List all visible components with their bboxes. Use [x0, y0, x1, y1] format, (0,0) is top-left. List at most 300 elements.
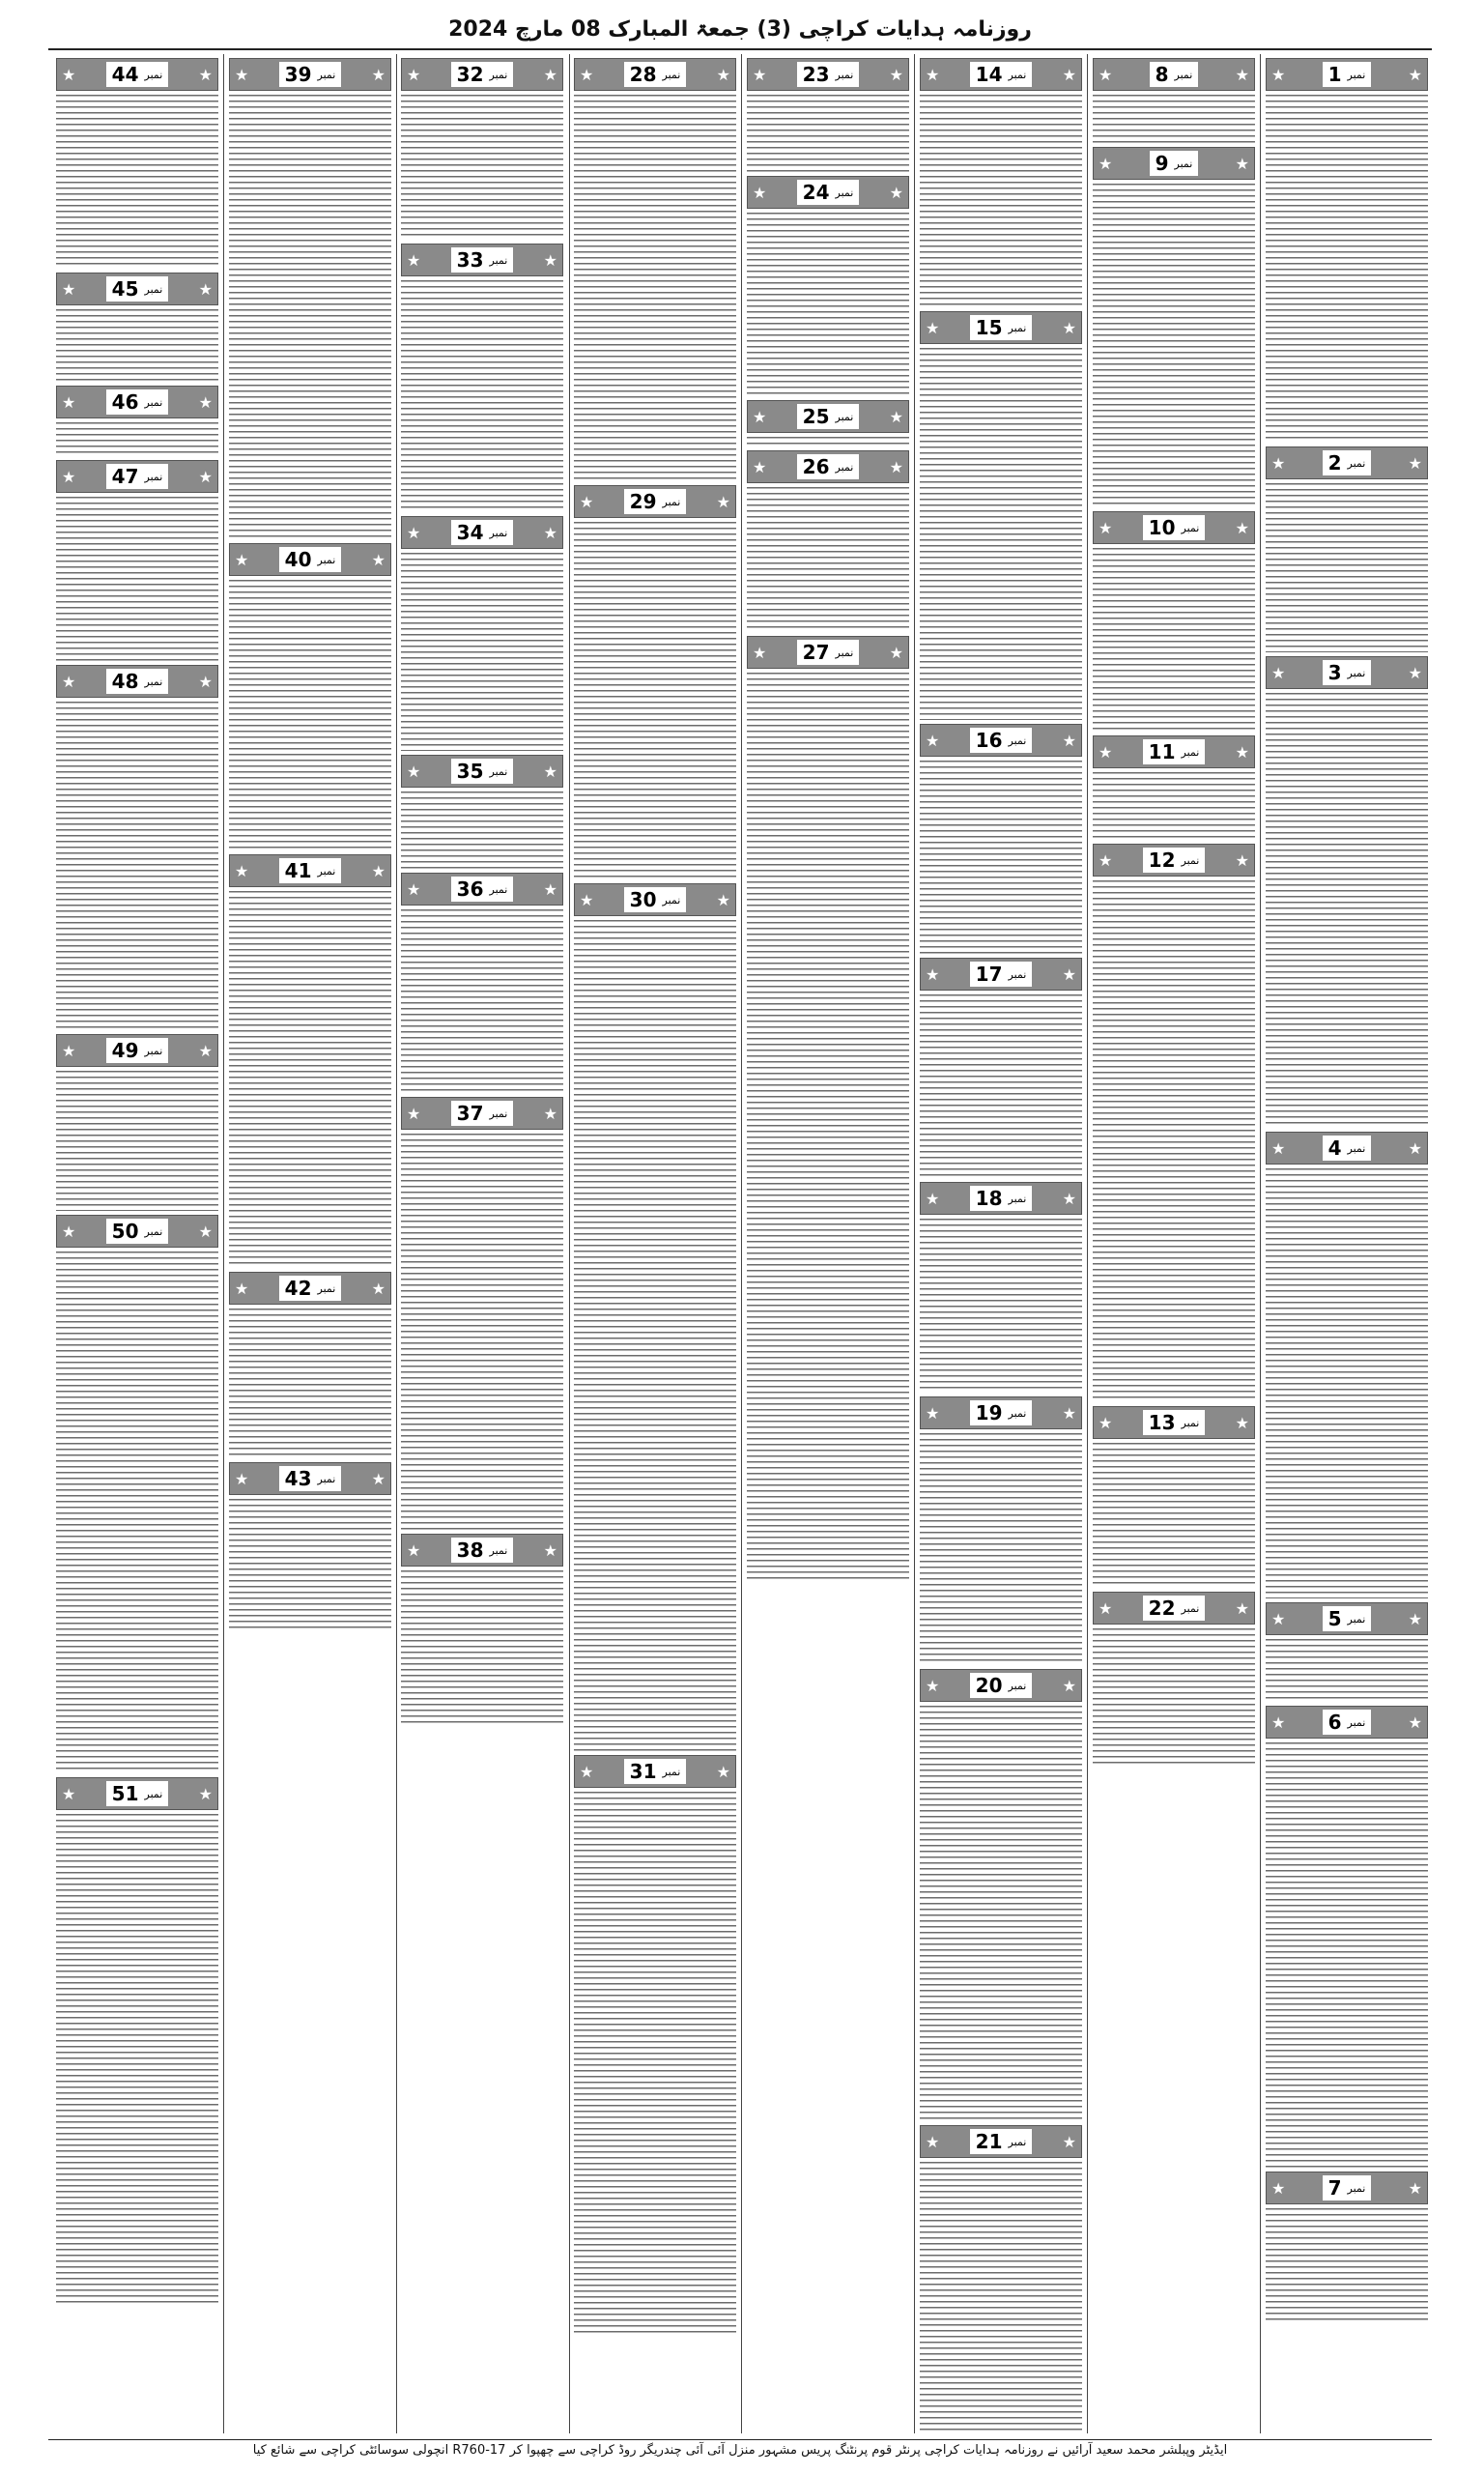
column-separator — [1260, 54, 1261, 2433]
article-text-block — [747, 95, 909, 172]
section-word: نمبر — [1347, 1141, 1366, 1155]
article-text-block — [920, 1706, 1082, 2121]
section-heading-25 — [747, 400, 909, 433]
article-text-block — [1266, 1168, 1428, 1598]
star-icon: ★ — [543, 1540, 557, 1560]
article-text-block — [574, 1792, 736, 2333]
star-icon: ★ — [407, 762, 421, 781]
article-text-block — [1093, 184, 1255, 507]
section-label — [797, 62, 860, 87]
section-word: نمبر — [1181, 745, 1200, 759]
article-text-block — [401, 280, 563, 512]
section-label — [1323, 1136, 1372, 1161]
section-number: 10 — [1148, 516, 1176, 539]
star-icon: ★ — [580, 65, 594, 84]
article-text-block — [56, 422, 218, 456]
section-number: 44 — [111, 63, 139, 86]
column-separator — [223, 54, 224, 2433]
star-icon: ★ — [926, 65, 940, 84]
section-word: نمبر — [835, 186, 854, 199]
section-heading-23 — [747, 58, 909, 91]
section-word: نمبر — [317, 1281, 336, 1295]
section-word: نمبر — [1174, 157, 1193, 170]
star-icon: ★ — [1408, 453, 1422, 473]
star-icon: ★ — [753, 407, 767, 426]
section-number: 9 — [1155, 152, 1169, 175]
section-number: 20 — [975, 1674, 1003, 1697]
section-number: 28 — [629, 63, 657, 86]
section-heading-51 — [56, 1777, 218, 1810]
star-icon: ★ — [753, 643, 767, 662]
section-label — [970, 2129, 1033, 2154]
star-icon: ★ — [235, 861, 249, 880]
section-number: 13 — [1148, 1411, 1176, 1434]
section-word: نمبر — [1008, 734, 1027, 747]
star-icon: ★ — [1235, 850, 1249, 870]
section-word: نمبر — [1174, 68, 1193, 81]
star-icon: ★ — [1271, 663, 1286, 682]
section-word: نمبر — [317, 68, 336, 81]
article-text-block — [229, 1499, 391, 1629]
section-label — [106, 389, 169, 415]
star-icon: ★ — [543, 762, 557, 781]
section-label — [451, 62, 514, 87]
article-text-block — [56, 702, 218, 1030]
section-heading-31 — [574, 1755, 736, 1788]
section-word: نمبر — [144, 282, 163, 296]
star-icon: ★ — [198, 1784, 213, 1803]
section-word: نمبر — [144, 675, 163, 688]
section-heading-47 — [56, 460, 218, 493]
star-icon: ★ — [371, 550, 385, 569]
section-heading-22 — [1093, 1592, 1255, 1625]
section-heading-12 — [1093, 844, 1255, 877]
star-icon: ★ — [926, 1676, 940, 1695]
section-label — [1150, 62, 1199, 87]
article-text-block — [401, 553, 563, 751]
section-label — [279, 1276, 342, 1301]
section-label — [451, 1101, 514, 1126]
section-label — [279, 547, 342, 572]
section-heading-20 — [920, 1669, 1082, 1702]
article-text-block — [1093, 95, 1255, 143]
section-heading-3 — [1266, 656, 1428, 689]
section-number: 45 — [111, 277, 139, 301]
section-number: 6 — [1327, 1711, 1342, 1734]
article-text-block — [56, 1814, 218, 2307]
column-separator — [1087, 54, 1088, 2433]
section-label — [624, 62, 687, 87]
section-word: نمبر — [1347, 456, 1366, 470]
article-text-block — [56, 497, 218, 661]
section-number: 39 — [284, 63, 312, 86]
article-text-block — [574, 522, 736, 879]
section-word: نمبر — [1008, 967, 1027, 981]
section-word: نمبر — [144, 1044, 163, 1057]
section-number: 38 — [456, 1539, 484, 1562]
star-icon: ★ — [716, 1762, 730, 1781]
star-icon: ★ — [753, 457, 767, 476]
section-number: 42 — [284, 1277, 312, 1300]
section-number: 5 — [1327, 1607, 1342, 1630]
section-heading-16 — [920, 724, 1082, 757]
section-label — [1143, 739, 1206, 764]
star-icon: ★ — [1062, 1676, 1076, 1695]
star-icon: ★ — [580, 890, 594, 909]
section-label — [279, 62, 342, 87]
section-label — [624, 887, 687, 912]
section-word: نمبر — [835, 68, 854, 81]
section-word: نمبر — [1347, 1612, 1366, 1625]
section-label — [970, 1186, 1033, 1211]
star-icon: ★ — [889, 457, 903, 476]
section-heading-4 — [1266, 1132, 1428, 1165]
article-text-block — [56, 309, 218, 382]
section-heading-1 — [1266, 58, 1428, 91]
section-heading-28 — [574, 58, 736, 91]
section-word: نمبر — [489, 1107, 508, 1120]
section-word: نمبر — [1347, 2181, 1366, 2195]
star-icon: ★ — [198, 467, 213, 486]
column-separator — [914, 54, 915, 2433]
star-icon: ★ — [1408, 1138, 1422, 1158]
section-label — [106, 276, 169, 302]
section-word: نمبر — [489, 764, 508, 778]
star-icon: ★ — [1235, 742, 1249, 762]
section-heading-49 — [56, 1034, 218, 1067]
section-heading-19 — [920, 1396, 1082, 1429]
star-icon: ★ — [62, 279, 76, 299]
section-word: نمبر — [1181, 1601, 1200, 1615]
section-label — [970, 962, 1033, 987]
star-icon: ★ — [1062, 1189, 1076, 1208]
section-number: 3 — [1327, 661, 1342, 684]
section-heading-27 — [747, 636, 909, 669]
article-text-block — [401, 909, 563, 1093]
section-word: نمبر — [662, 68, 681, 81]
star-icon: ★ — [1062, 2132, 1076, 2151]
section-label — [970, 1400, 1033, 1425]
star-icon: ★ — [62, 1041, 76, 1060]
section-label — [797, 454, 860, 479]
section-word: نمبر — [835, 460, 854, 474]
section-heading-18 — [920, 1182, 1082, 1215]
section-word: نمبر — [317, 864, 336, 877]
section-word: نمبر — [1008, 1406, 1027, 1420]
star-icon: ★ — [407, 1540, 421, 1560]
section-word: نمبر — [835, 646, 854, 659]
article-text-block — [56, 95, 218, 269]
column-separator — [741, 54, 742, 2433]
section-word: نمبر — [144, 395, 163, 409]
section-heading-39 — [229, 58, 391, 91]
section-number: 32 — [456, 63, 484, 86]
star-icon: ★ — [1271, 1609, 1286, 1628]
section-number: 34 — [456, 521, 484, 544]
star-icon: ★ — [1235, 1413, 1249, 1432]
section-label — [1323, 2175, 1372, 2201]
section-number: 17 — [975, 963, 1003, 986]
star-icon: ★ — [889, 65, 903, 84]
section-word: نمبر — [1347, 68, 1366, 81]
article-text-block — [920, 761, 1082, 954]
star-icon: ★ — [1408, 1609, 1422, 1628]
star-icon: ★ — [371, 1279, 385, 1298]
article-text-block — [920, 1433, 1082, 1665]
article-text-block — [56, 1251, 218, 1773]
column-3 — [920, 54, 1082, 2433]
star-icon: ★ — [235, 1279, 249, 1298]
section-number: 19 — [975, 1401, 1003, 1424]
section-heading-2 — [1266, 446, 1428, 479]
star-icon: ★ — [1235, 1598, 1249, 1618]
section-heading-35 — [401, 755, 563, 788]
article-text-block — [1266, 1639, 1428, 1702]
article-text-block — [920, 1219, 1082, 1393]
star-icon: ★ — [1099, 1413, 1113, 1432]
star-icon: ★ — [198, 1041, 213, 1060]
star-icon: ★ — [753, 65, 767, 84]
section-heading-45 — [56, 273, 218, 305]
column-7 — [229, 54, 391, 2433]
star-icon: ★ — [1062, 964, 1076, 984]
section-label — [106, 1219, 169, 1244]
column-separator — [396, 54, 397, 2433]
article-text-block — [574, 95, 736, 481]
star-icon: ★ — [926, 964, 940, 984]
article-text-block — [229, 580, 391, 850]
section-heading-36 — [401, 873, 563, 906]
section-number: 36 — [456, 877, 484, 901]
star-icon: ★ — [543, 65, 557, 84]
section-label — [970, 728, 1033, 753]
section-label — [1323, 1606, 1372, 1631]
column-1 — [1266, 54, 1428, 2433]
star-icon: ★ — [198, 672, 213, 691]
section-word: نمبر — [144, 1787, 163, 1800]
section-label — [624, 1759, 687, 1784]
column-6 — [401, 54, 563, 2433]
article-text-block — [747, 437, 909, 446]
article-text-block — [1266, 483, 1428, 652]
section-label — [1150, 151, 1199, 176]
section-word: نمبر — [489, 526, 508, 539]
section-word: نمبر — [1347, 1715, 1366, 1729]
section-heading-8 — [1093, 58, 1255, 91]
section-number: 25 — [802, 405, 830, 428]
section-number: 50 — [111, 1220, 139, 1243]
section-word: نمبر — [662, 1765, 681, 1778]
section-word: نمبر — [662, 893, 681, 906]
section-word: نمبر — [489, 1543, 508, 1557]
section-label — [970, 62, 1033, 87]
section-heading-29 — [574, 485, 736, 518]
section-number: 35 — [456, 760, 484, 783]
star-icon: ★ — [371, 65, 385, 84]
section-label — [106, 669, 169, 694]
section-number: 26 — [802, 455, 830, 478]
article-text-block — [1093, 548, 1255, 732]
section-number: 31 — [629, 1760, 657, 1783]
section-number: 47 — [111, 465, 139, 488]
section-heading-50 — [56, 1215, 218, 1248]
star-icon: ★ — [62, 1222, 76, 1241]
section-number: 37 — [456, 1102, 484, 1125]
section-number: 15 — [975, 316, 1003, 339]
article-text-block — [574, 920, 736, 1751]
section-heading-5 — [1266, 1602, 1428, 1635]
star-icon: ★ — [1408, 663, 1422, 682]
section-number: 43 — [284, 1467, 312, 1490]
star-icon: ★ — [235, 1469, 249, 1488]
section-label — [1323, 660, 1372, 685]
star-icon: ★ — [889, 407, 903, 426]
section-heading-38 — [401, 1534, 563, 1567]
star-icon: ★ — [1062, 1403, 1076, 1423]
section-heading-43 — [229, 1462, 391, 1495]
section-heading-14 — [920, 58, 1082, 91]
star-icon: ★ — [716, 492, 730, 511]
star-icon: ★ — [1235, 518, 1249, 537]
section-number: 16 — [975, 729, 1003, 752]
article-text-block — [747, 213, 909, 396]
section-heading-41 — [229, 854, 391, 887]
article-text-block — [1093, 772, 1255, 840]
section-word: نمبر — [1181, 521, 1200, 534]
section-number: 24 — [802, 181, 830, 204]
section-number: 23 — [802, 63, 830, 86]
section-number: 49 — [111, 1039, 139, 1062]
article-text-block — [401, 95, 563, 240]
article-text-block — [1266, 693, 1428, 1128]
article-text-block — [229, 891, 391, 1268]
section-heading-30 — [574, 883, 736, 916]
section-number: 22 — [1148, 1597, 1176, 1620]
section-word: نمبر — [835, 410, 854, 423]
column-5 — [574, 54, 736, 2433]
article-text-block — [1266, 2208, 1428, 2324]
article-text-block — [920, 994, 1082, 1178]
section-label — [970, 1673, 1033, 1698]
article-text-block — [1266, 1742, 1428, 2168]
section-label — [797, 404, 860, 429]
section-number: 18 — [975, 1187, 1003, 1210]
star-icon: ★ — [1271, 65, 1286, 84]
star-icon: ★ — [62, 1784, 76, 1803]
article-text-block — [229, 95, 391, 539]
section-heading-9 — [1093, 147, 1255, 180]
section-number: 33 — [456, 248, 484, 272]
section-label — [1143, 848, 1206, 873]
star-icon: ★ — [1408, 2178, 1422, 2198]
article-text-block — [747, 673, 909, 1581]
star-icon: ★ — [1099, 518, 1113, 537]
star-icon: ★ — [62, 392, 76, 412]
star-icon: ★ — [1099, 742, 1113, 762]
article-text-block — [920, 348, 1082, 720]
section-heading-6 — [1266, 1706, 1428, 1739]
article-text-block — [1093, 880, 1255, 1402]
section-word: نمبر — [489, 253, 508, 267]
section-label — [1323, 1710, 1372, 1735]
section-number: 40 — [284, 548, 312, 571]
section-number: 29 — [629, 490, 657, 513]
section-word: نمبر — [144, 470, 163, 483]
star-icon: ★ — [1235, 154, 1249, 173]
star-icon: ★ — [716, 890, 730, 909]
column-8 — [56, 54, 218, 2433]
section-heading-21 — [920, 2125, 1082, 2158]
masthead-rule — [48, 48, 1432, 50]
section-word: نمبر — [1008, 321, 1027, 334]
article-text-block — [56, 1071, 218, 1211]
star-icon: ★ — [235, 550, 249, 569]
column-2 — [1093, 54, 1255, 2433]
star-icon: ★ — [198, 392, 213, 412]
section-number: 11 — [1148, 740, 1176, 763]
section-heading-26 — [747, 450, 909, 483]
star-icon: ★ — [1099, 65, 1113, 84]
section-label — [1323, 62, 1372, 87]
section-label — [106, 62, 169, 87]
star-icon: ★ — [753, 183, 767, 202]
star-icon: ★ — [580, 492, 594, 511]
star-icon: ★ — [889, 183, 903, 202]
star-icon: ★ — [198, 1222, 213, 1241]
section-heading-24 — [747, 176, 909, 209]
article-text-block — [401, 1570, 563, 1725]
masthead: روزنامہ ہدایات کراچی (3) جمعۃ المبارک 08 مارچ 2024 — [448, 17, 1032, 42]
star-icon: ★ — [1062, 731, 1076, 750]
section-heading-34 — [401, 516, 563, 549]
section-label — [1143, 1596, 1206, 1621]
star-icon: ★ — [371, 861, 385, 880]
star-icon: ★ — [407, 250, 421, 270]
star-icon: ★ — [926, 731, 940, 750]
section-label — [797, 180, 860, 205]
section-word: نمبر — [1008, 2135, 1027, 2148]
star-icon: ★ — [1271, 1712, 1286, 1732]
section-number: 12 — [1148, 849, 1176, 872]
article-text-block — [401, 791, 563, 869]
section-label — [1323, 450, 1372, 475]
section-label — [451, 759, 514, 784]
section-heading-40 — [229, 543, 391, 576]
section-word: نمبر — [1008, 68, 1027, 81]
star-icon: ★ — [235, 65, 249, 84]
imprint-line: ایڈیٹر وپبلشر محمد سعید آرائیں نے روزنامہ ہدایات کراچی پرنٹر قوم پرنٹنگ پریس مشہور منزل آئی آئی چندریگر روڈ کراچی سے چھپوا کر R760-17 انچولی سوسائٹی کراچی سے شائع کیا — [252, 2443, 1228, 2458]
star-icon: ★ — [543, 523, 557, 542]
star-icon: ★ — [62, 467, 76, 486]
section-word: نمبر — [1008, 1192, 1027, 1205]
section-word: نمبر — [1181, 853, 1200, 867]
star-icon: ★ — [1062, 65, 1076, 84]
star-icon: ★ — [1099, 1598, 1113, 1618]
section-word: نمبر — [662, 495, 681, 508]
star-icon: ★ — [543, 879, 557, 899]
section-heading-33 — [401, 244, 563, 276]
section-heading-44 — [56, 58, 218, 91]
section-number: 2 — [1327, 451, 1342, 475]
star-icon: ★ — [716, 65, 730, 84]
section-heading-37 — [401, 1097, 563, 1130]
section-label — [106, 464, 169, 489]
star-icon: ★ — [407, 65, 421, 84]
column-separator — [569, 54, 570, 2433]
section-number: 7 — [1327, 2176, 1342, 2200]
star-icon: ★ — [926, 318, 940, 337]
section-heading-11 — [1093, 735, 1255, 768]
